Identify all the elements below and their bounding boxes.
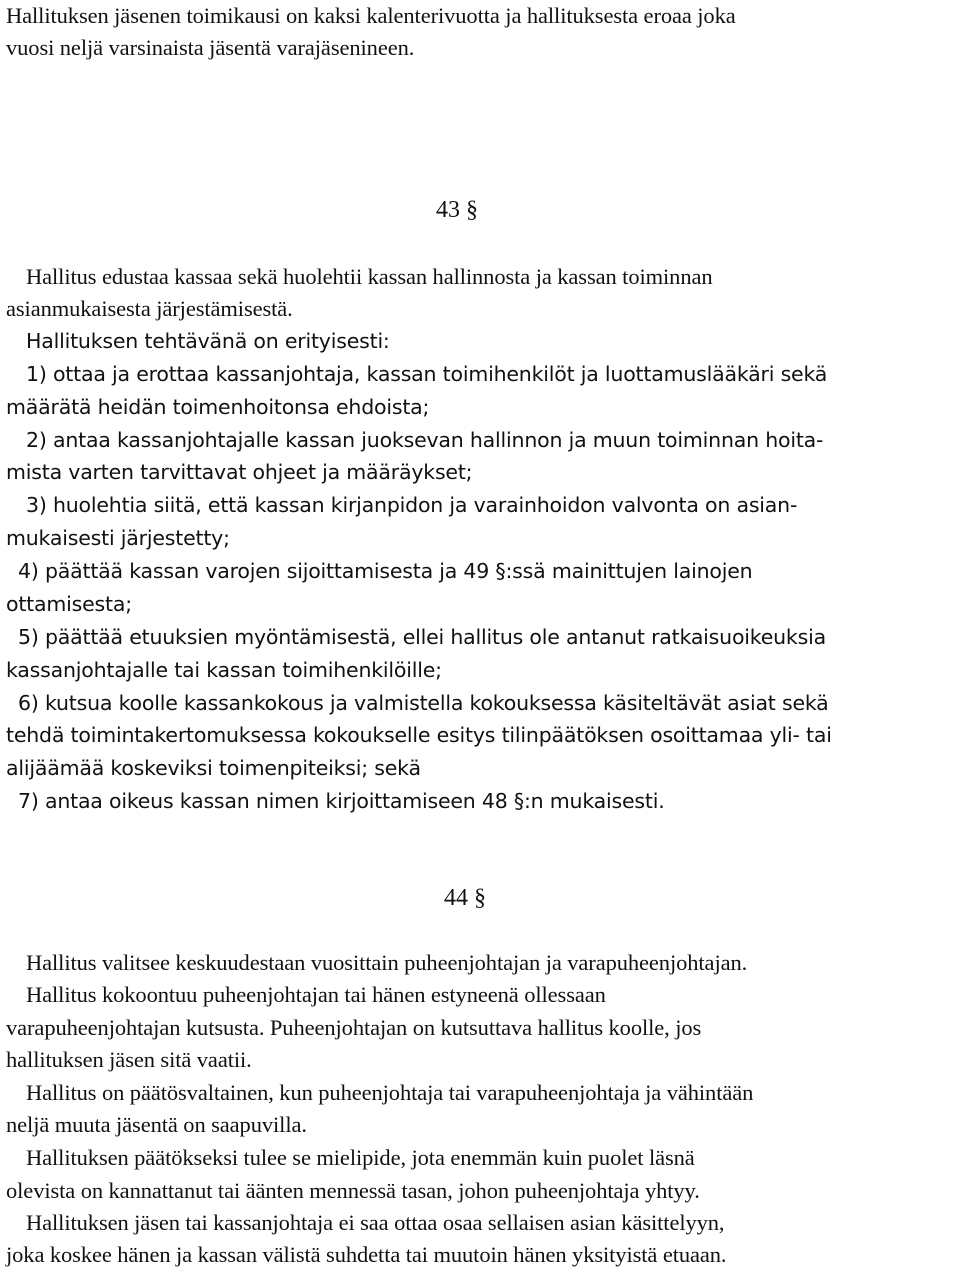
paragraph-line: Hallituksen jäsen tai kassanjohtaja ei saa ottaa osaa sellaisen asian käsittelyyn, [26,1210,725,1235]
list-item-line: 2) antaa kassanjohtajalle kassan juoksevan hallinnon ja muun toiminnan hoita- [26,428,824,452]
paragraph-line: joka koskee hänen ja kassan välistä suhdetta tai muutoin hänen yksityistä etuaan. [6,1242,727,1267]
paragraph-line: neljä muuta jäsentä on saapuvilla. [6,1112,307,1137]
paragraph-line: varapuheenjohtajan kutsusta. Puheenjohtajan on kutsuttava hallitus koolle, jos [6,1015,702,1040]
list-item-line: mukaisesti järjestetty; [6,526,230,550]
list-item-line: ottamisesta; [6,592,132,616]
list-item-line: tehdä toimintakertomuksessa kokoukselle esitys tilinpäätöksen osoittamaa yli- tai [6,723,832,747]
paragraph-line: Hallitus kokoontuu puheenjohtajan tai hänen estyneenä ollessaan [26,982,606,1007]
list-item-line: 5) päättää etuuksien myöntämisestä, ellei hallitus ole antanut ratkaisuoikeuksia [18,625,826,649]
list-item-line: 6) kutsua koolle kassankokous ja valmistella kokouksessa käsiteltävät asiat sekä [18,691,829,715]
paragraph-line: Hallitus edustaa kassaa sekä huolehtii kassan hallinnosta ja kassan toiminnan [26,264,713,289]
list-item-line: kassanjohtajalle tai kassan toimihenkilöille; [6,658,442,682]
list-item-line: määrätä heidän toimenhoitonsa ehdoista; [6,395,430,419]
section-heading-43: 43 § [436,197,478,223]
paragraph-line: olevista on kannattanut tai äänten mennessä tasan, johon puheenjohtaja yhtyy. [6,1178,700,1203]
list-item-line: alijäämää koskeviksi toimenpiteiksi; sekä [6,756,421,780]
paragraph-line: Hallituksen tehtävänä on erityisesti: [26,329,390,353]
list-item-line: mista varten tarvittavat ohjeet ja määräykset; [6,460,473,484]
paragraph-line: Hallitus on päätösvaltainen, kun puheenjohtaja tai varapuheenjohtaja ja vähintään [26,1080,754,1105]
paragraph-line: Hallitus valitsee keskuudestaan vuosittain puheenjohtajan ja varapuheenjohtajan. [26,950,748,975]
paragraph-line: Hallituksen päätökseksi tulee se mielipide, jota enemmän kuin puolet läsnä [26,1145,695,1170]
intro-line: Hallituksen jäsenen toimikausi on kaksi kalenterivuotta ja hallituksesta eroaa joka [6,3,736,28]
list-item-line: 4) päättää kassan varojen sijoittamisesta ja 49 §:ssä mainittujen lainojen [18,559,753,583]
paragraph-line: hallituksen jäsen sitä vaatii. [6,1047,252,1072]
list-item-line: 7) antaa oikeus kassan nimen kirjoittamiseen 48 §:n mukaisesti. [18,789,665,813]
intro-line: vuosi neljä varsinaista jäsentä varajäsenineen. [6,35,415,60]
list-item-line: 1) ottaa ja erottaa kassanjohtaja, kassan toimihenkilöt ja luottamuslääkäri sekä [26,362,828,386]
section-heading-44: 44 § [444,885,486,911]
list-item-line: 3) huolehtia siitä, että kassan kirjanpidon ja varainhoidon valvonta on asian- [26,493,798,517]
paragraph-line: asianmukaisesta järjestämisestä. [6,296,293,321]
